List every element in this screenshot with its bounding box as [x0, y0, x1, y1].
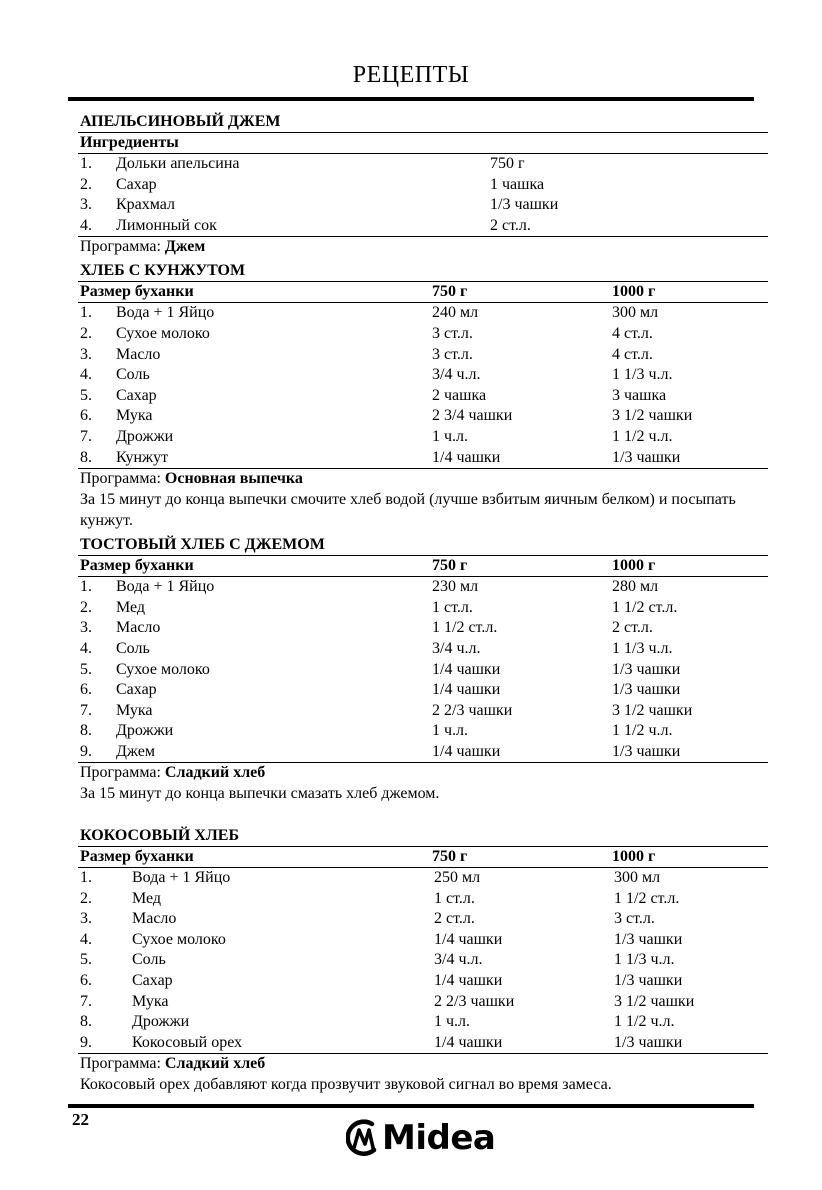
table-row: 3. Масло 2 ст.л. 3 ст.л. — [80, 910, 655, 928]
table-row: 5. Сахар 2 чашка 3 чашка — [80, 386, 667, 404]
recipes-upper — [78, 112, 746, 804]
brand-logo — [346, 1118, 495, 1158]
ingredient-list — [78, 868, 768, 1054]
table-row: 8. Кунжут 1/4 чашки 1/3 чашки — [80, 448, 681, 466]
program-line: Программа: Основная выпечка — [80, 470, 303, 488]
table-row: 6. Мука 2 3/4 чашки 3 1/2 чашки — [80, 407, 693, 425]
table-row: 1. Вода + 1 Яйцо 230 мл 280 мл — [80, 578, 659, 596]
brand-name: Midea — [382, 1118, 496, 1158]
table-row: 1. Вода + 1 Яйцо 250 мл 300 мл — [80, 869, 661, 886]
recipe-note: За 15 минут до конца выпечки смочите хлеб водой (лучше взбитым яичным белком) и посыпать кунжут. — [80, 491, 736, 530]
section-title: АПЕЛЬСИНОВЫЙ ДЖЕМ — [78, 112, 768, 133]
table-row: 1. Вода + 1 Яйцо 240 мл 300 мл — [80, 304, 659, 322]
table-row: 6. Сахар 1/4 чашки 1/3 чашки — [80, 971, 683, 989]
recipe-sesame-bread — [78, 261, 746, 531]
table-row: 4. Лимонный сок 2 ст.л. — [80, 216, 531, 234]
page-title: РЕЦЕПТЫ — [352, 62, 470, 88]
table-row: 2. Сахар 1 чашка — [80, 175, 545, 193]
recipe-note: Кокосовый орех добавляют когда прозвучит звуковой сигнал во время замеса. — [80, 1076, 612, 1094]
size-header: Размер буханки 750 г 1000 г — [78, 846, 768, 868]
table-row: 2. Мед 1 ст.л. 1 1/2 ст.л. — [80, 598, 678, 616]
table-row: 5. Сухое молоко 1/4 чашки 1/3 чашки — [80, 660, 681, 678]
section-title: ХЛЕБ С КУНЖУТОМ — [80, 262, 246, 280]
page-number: 22 — [72, 1110, 89, 1129]
table-row: 2. Мед 1 ст.л. 1 1/2 ст.л. — [80, 889, 680, 907]
table-row: 5. Соль 3/4 ч.л. 1 1/3 ч.л. — [80, 951, 675, 969]
recipe-jam-toast-bread — [78, 535, 746, 804]
bottom-rule — [68, 1104, 754, 1108]
ingredient-list — [78, 577, 768, 763]
midea-logo-icon — [346, 1118, 380, 1158]
table-row: 9. Джем 1/4 чашки 1/3 чашки — [80, 742, 681, 760]
table-row: 9. Кокосовый орех 1/4 чашки 1/3 чашки — [80, 1033, 683, 1051]
table-row: 4. Соль 3/4 ч.л. 1 1/3 ч.л. — [80, 639, 673, 657]
ingredients-header: Ингредиенты — [78, 133, 768, 154]
ingredient-list — [78, 303, 768, 469]
size-header: Размер буханки 750 г 1000 г — [78, 281, 768, 303]
table-row: 3. Масло 3 ст.л. 4 ст.л. — [80, 345, 653, 363]
section-title: КОКОСОВЫЙ ХЛЕБ — [80, 827, 240, 844]
table-row: 4. Сухое молоко 1/4 чашки 1/3 чашки — [80, 930, 683, 948]
table-row: 6. Сахар 1/4 чашки 1/3 чашки — [80, 681, 681, 699]
table-row: 2. Сухое молоко 3 ст.л. 4 ст.л. — [80, 324, 653, 342]
table-row: 8. Дрожжи 1 ч.л. 1 1/2 ч.л. — [80, 722, 673, 740]
table-row: 4. Соль 3/4 ч.л. 1 1/3 ч.л. — [80, 366, 673, 384]
recipe-coconut-bread — [78, 826, 746, 1095]
table-row: 7. Мука 2 2/3 чашки 3 1/2 чашки — [80, 701, 693, 719]
program-line: Программа: Сладкий хлеб — [80, 764, 266, 782]
table-row: 3. Крахмал 1/3 чашки — [80, 196, 559, 214]
table-row: 1. Дольки апельсина 750 г — [80, 155, 525, 172]
recipe-note: За 15 минут до конца выпечки смазать хлеб джемом. — [80, 785, 440, 803]
program-line: Программа: Джем — [80, 238, 206, 256]
table-row: 8. Дрожжи 1 ч.л. 1 1/2 ч.л. — [80, 1013, 675, 1031]
top-rule — [68, 97, 754, 101]
recipe-orange-jam — [78, 112, 746, 257]
size-header: Размер буханки 750 г 1000 г — [78, 555, 768, 577]
section-title: ТОСТОВЫЙ ХЛЕБ С ДЖЕМОМ — [80, 536, 325, 554]
table-row: 3. Масло 1 1/2 ст.л. 2 ст.л. — [80, 619, 653, 637]
program-line: Программа: Сладкий хлеб — [80, 1055, 266, 1073]
table-row: 7. Дрожжи 1 ч.л. 1 1/2 ч.л. — [80, 427, 673, 445]
ingredient-list — [78, 154, 768, 237]
table-row: 7. Мука 2 2/3 чашки 3 1/2 чашки — [80, 992, 695, 1010]
